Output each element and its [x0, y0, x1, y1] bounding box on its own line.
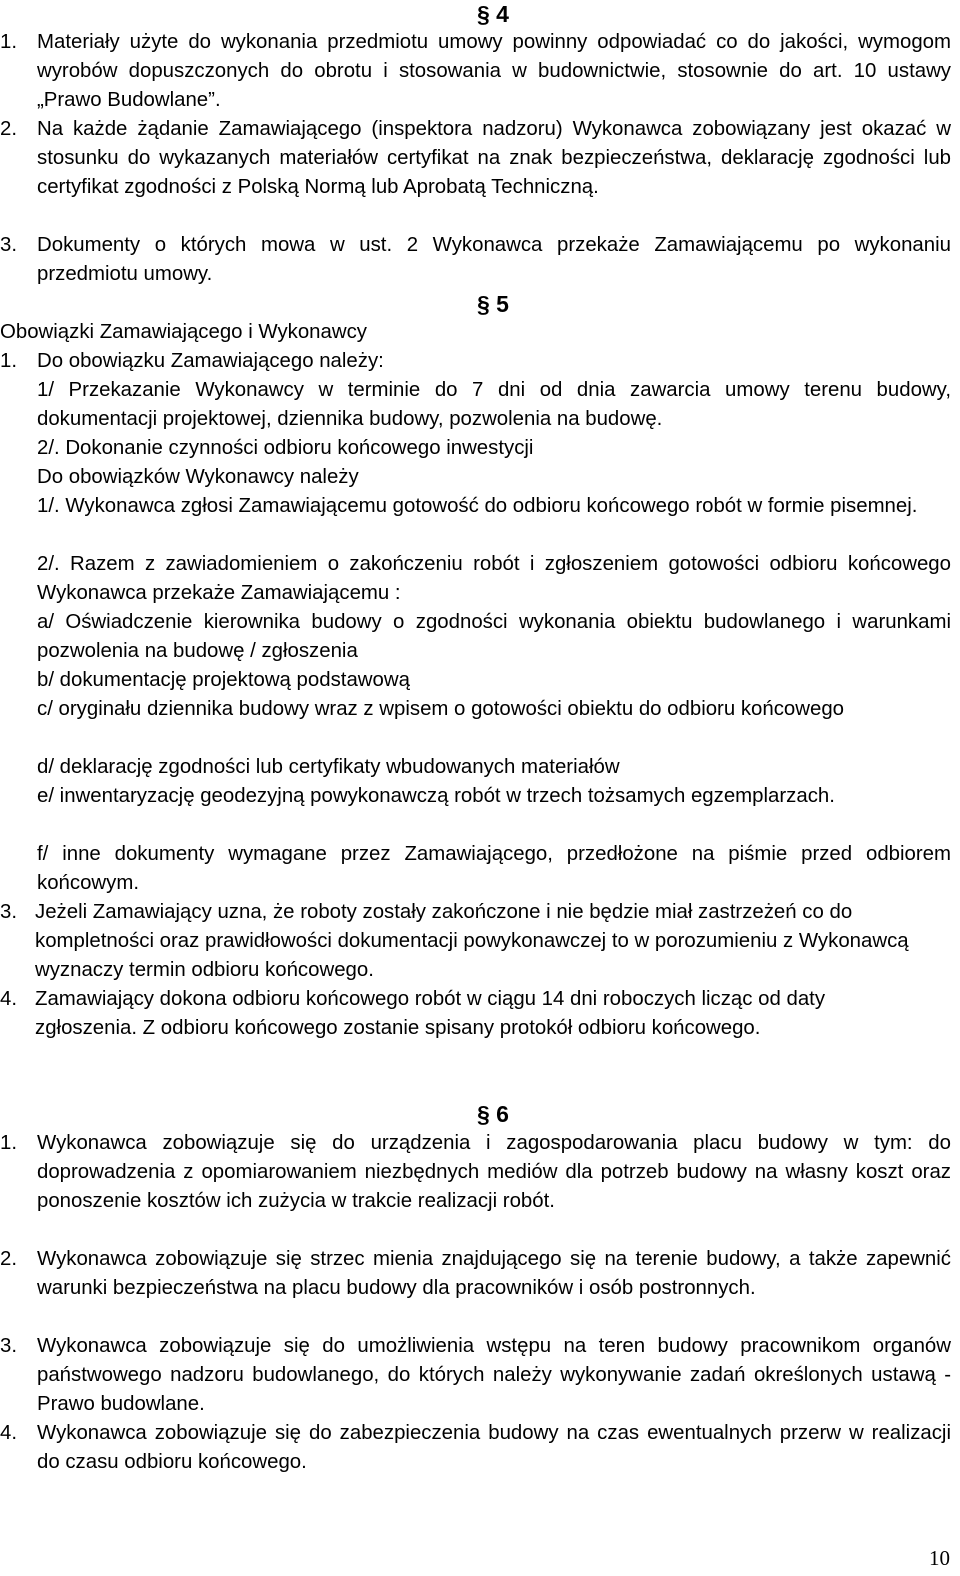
paragraph-5-1-item-b: 2/. Dokonanie czynności odbioru końcowego inwestycji [37, 437, 534, 459]
page-number: 10 [929, 1546, 950, 1570]
paragraph-5-3 [0, 898, 951, 985]
paragraph-5-1 [0, 347, 951, 376]
section-heading-6 [0, 1101, 960, 1128]
section-5-label: § 5 [477, 291, 509, 317]
paragraph-number: 2. [0, 118, 18, 140]
paragraph-4-1 [0, 28, 951, 115]
paragraph-5-4 [0, 985, 925, 1043]
paragraph-text: Do obowiązku Zamawiającego należy: [37, 350, 384, 372]
paragraph-text: Wykonawca zobowiązuje się do zabezpieczenia budowy na czas ewentualnych przerw w realizacji do czasu odbioru końcowego. [37, 1422, 951, 1473]
paragraph-5-1-item-f: a/ Oświadczenie kierownika budowy o zgodności wykonania obiektu budowlanego i warunkami pozwolenia na budowę / zgłoszenia [37, 611, 951, 662]
paragraph-text: Zamawiający dokona odbioru końcowego robót w ciągu 14 dni roboczych licząc od daty zgłoszenia. Z odbioru końcowego zostanie spisany protokół odbioru końcowego. [35, 988, 826, 1039]
paragraph-number: 4. [0, 988, 18, 1010]
section-5-title: Obowiązki Zamawiającego i Wykonawcy [0, 321, 367, 343]
paragraph-text: Wykonawca zobowiązuje się do urządzenia i zagospodarowania placu budowy w tym: do doprowadzenia z opomiarowaniem niezbędnych mediów dla potrzeb budowy na własny koszt oraz ponoszenie kosztów ich zużycia w trakcie realizacji robót. [37, 1132, 951, 1212]
paragraph-5-1-item-c: Do obowiązków Wykonawcy należy [37, 466, 359, 488]
paragraph-number: 2. [0, 1248, 18, 1270]
paragraph-5-1-item-h: c/ oryginału dziennika budowy wraz z wpisem o gotowości obiektu do odbioru końcowego [37, 698, 845, 720]
paragraph-5-1-item-k: f/ inne dokumenty wymagane przez Zamawiającego, przedłożone na piśmie przed odbiorem końcowym. [37, 843, 951, 894]
paragraph-6-1 [0, 1129, 951, 1216]
paragraph-5-1-item-e: 2/. Razem z zawiadomieniem o zakończeniu robót i zgłoszeniem gotowości odbioru końcowego Wykonawca przekaże Zamawiającemu : [37, 553, 951, 604]
paragraph-5-1-item-g: b/ dokumentację projektową podstawową [37, 669, 410, 691]
paragraph-text: Wykonawca zobowiązuje się strzec mienia znajdującego się na terenie budowy, a także zapewnić warunki bezpieczeństwa na placu budowy dla pracowników i osób postronnych. [37, 1248, 951, 1299]
paragraph-number: 1. [0, 350, 18, 372]
paragraph-number: 3. [0, 901, 18, 923]
paragraph-number: 3. [0, 234, 18, 256]
paragraph-5-1-item-a: 1/ Przekazanie Wykonawcy w terminie do 7 dni od dnia zawarcia umowy terenu budowy, dokumentacji projektowej, dziennika budowy, pozwolenia na budowę. [37, 379, 951, 430]
paragraph-number: 4. [0, 1422, 18, 1444]
paragraph-4-2 [0, 115, 951, 202]
paragraph-4-3 [0, 231, 951, 289]
paragraph-number: 1. [0, 31, 18, 53]
paragraph-5-1-item-d: 1/. Wykonawca zgłosi Zamawiającemu gotowość do odbioru końcowego robót w formie pisemnej. [37, 495, 918, 517]
section-4-label: § 4 [477, 1, 509, 27]
paragraph-text: Wykonawca zobowiązuje się do umożliwienia wstępu na teren budowy pracownikom organów państwowego nadzoru budowlanego, do których należy wykonywanie zadań określonych ustawą - Prawo budowlane. [37, 1335, 951, 1415]
section-heading-5 [0, 291, 960, 318]
paragraph-text: Jeżeli Zamawiający uzna, że roboty zostały zakończone i nie będzie miał zastrzeżeń co do kompletności oraz prawidłowości dokumentacji powykonawczej to w porozumieniu z Wykonawcą wyznaczy termin odbioru końcowego. [35, 901, 909, 981]
paragraph-text: Na każde żądanie Zamawiającego (inspektora nadzoru) Wykonawca zobowiązany jest okazać w stosunku do wykazanych materiałów certyfikat na znak bezpieczeństwa, deklarację zgodności lub certyfikat zgodności z Polską Normą lub Aprobatą Techniczną. [37, 118, 951, 198]
section-heading-4 [0, 1, 960, 28]
paragraph-5-1-item-j: e/ inwentaryzację geodezyjną powykonawczą robót w trzech tożsamych egzemplarzach. [37, 785, 835, 807]
paragraph-number: 1. [0, 1132, 18, 1154]
paragraph-number: 3. [0, 1335, 18, 1357]
paragraph-6-3 [0, 1332, 951, 1419]
section-6-label: § 6 [477, 1101, 509, 1127]
paragraph-text: Dokumenty o których mowa w ust. 2 Wykonawca przekaże Zamawiającemu po wykonaniu przedmiotu umowy. [37, 234, 951, 285]
paragraph-6-2 [0, 1245, 951, 1303]
paragraph-6-4 [0, 1419, 951, 1477]
paragraph-5-1-item-i: d/ deklarację zgodności lub certyfikaty wbudowanych materiałów [37, 756, 620, 778]
paragraph-text: Materiały użyte do wykonania przedmiotu umowy powinny odpowiadać co do jakości, wymogom wyrobów dopuszczonych do obrotu i stosowania w budownictwie, stosownie do art. 10 ustawy „Prawo Budowlane”. [37, 31, 951, 111]
